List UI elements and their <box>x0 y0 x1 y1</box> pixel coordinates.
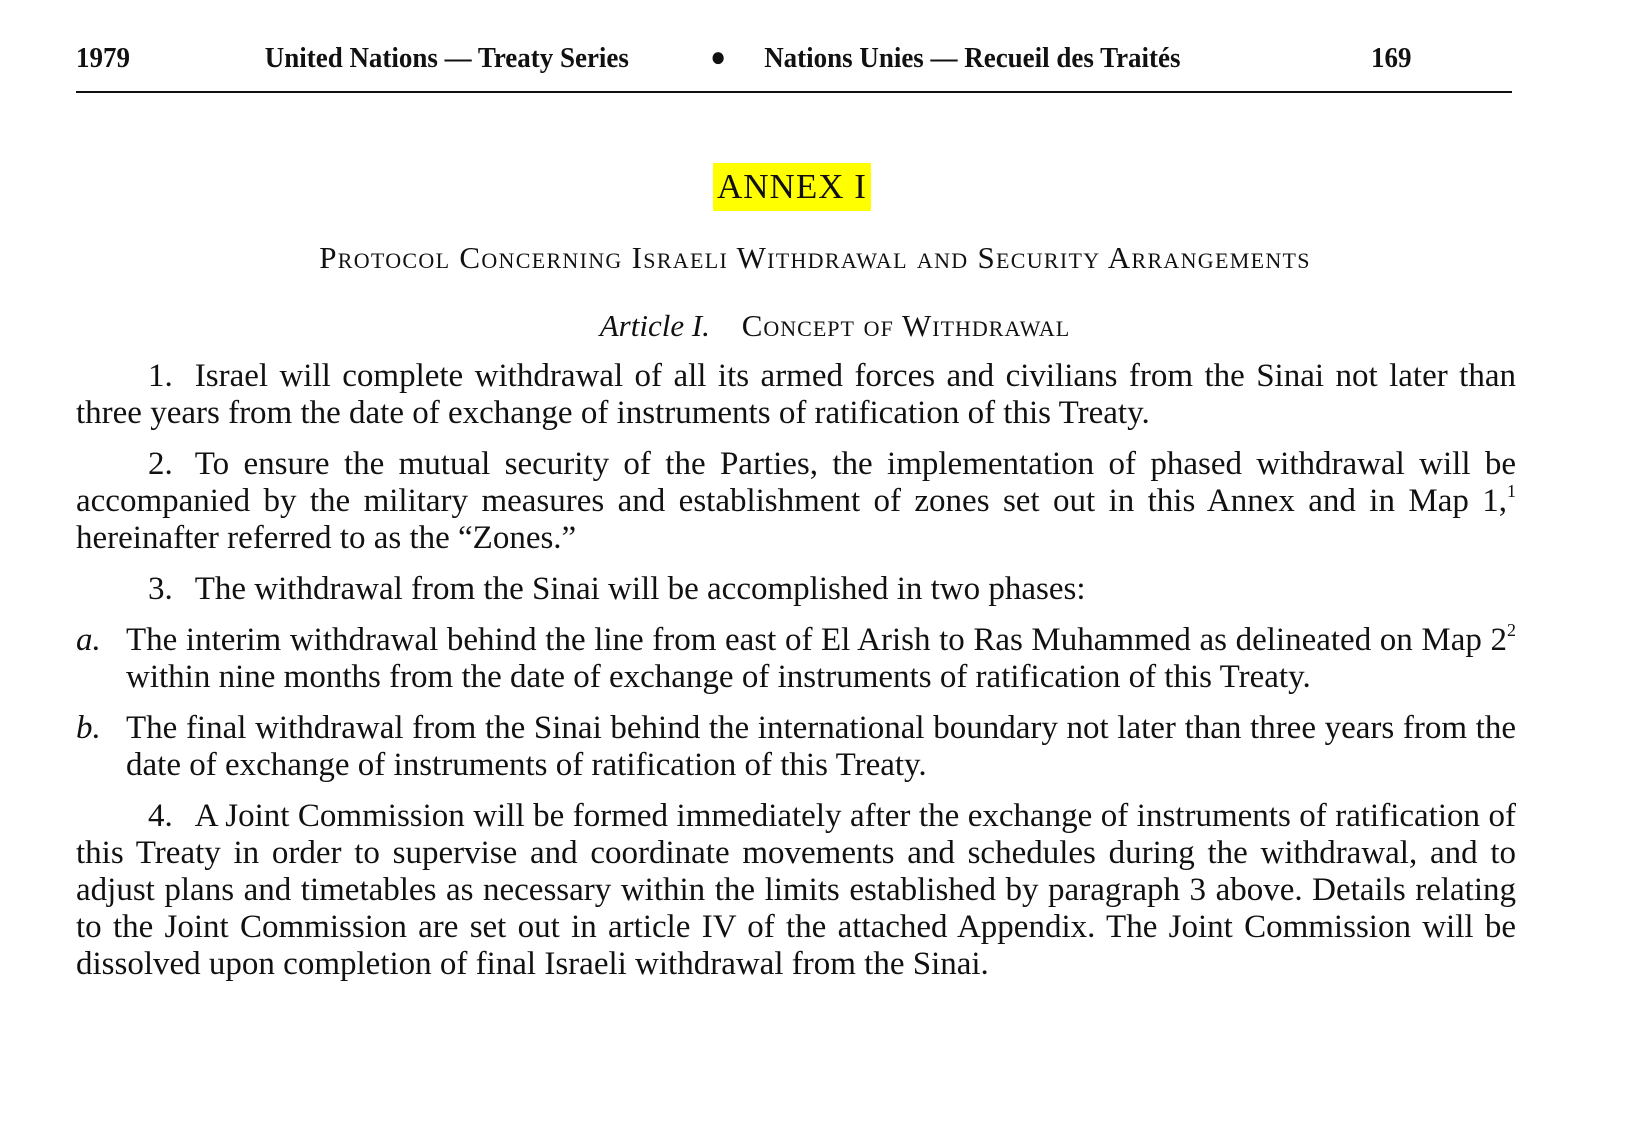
sub-item-b <box>76 710 1516 784</box>
paragraph-1 <box>76 358 1516 432</box>
paragraph-3 <box>76 571 1516 608</box>
sub-item-letter: b. <box>76 710 101 746</box>
paragraph-number: 2. <box>148 446 173 482</box>
header-year: 1979 <box>76 42 130 74</box>
protocol-title: Protocol Concerning Israeli Withdrawal and Security Arrangements <box>319 240 1311 275</box>
header-rule <box>76 91 1512 93</box>
sub-item-text: The final withdrawal from the Sinai behind the international boundary not later than three years from the date of exchange of instruments of ratification of this Treaty. <box>126 710 1516 783</box>
header-series-english: United Nations — Treaty Series <box>264 42 629 74</box>
annex-title: ANNEX I <box>713 163 871 211</box>
article-number: Article I. <box>599 308 710 343</box>
footnote-marker[interactable]: 2 <box>1507 620 1516 640</box>
bullet-icon: ● <box>710 42 726 73</box>
footnote-marker[interactable]: 1 <box>1507 481 1516 501</box>
header-series-french: Nations Unies — Recueil des Traités <box>764 42 1181 74</box>
page-number: 169 <box>1371 42 1412 74</box>
sub-item-text-continued: within nine months from the date of exchange of instruments of ratification of this Treaty. <box>126 659 1311 695</box>
running-header <box>76 42 1411 86</box>
paragraph-number: 4. <box>148 798 173 834</box>
paragraph-number: 1. <box>148 358 173 394</box>
paragraph-text: To ensure the mutual security of the Parties, the implementation of phased withdrawal will be accompanied by the military measures and establishment of zones set out in this Annex and in Map 1, <box>76 446 1516 519</box>
paragraph-text: A Joint Commission will be formed immediately after the exchange of instruments of ratification of this Treaty in order to supervise and coordinate movements and schedules during the withdrawal, and to adjust plans and timetables as necessary within the limits established by paragraph 3 above. Details relating to the Joint Commission are set out in article IV of the attached Appendix. The Joint Commission will be dissolved upon completion of final Israeli withdrawal from the Sinai. <box>76 798 1516 982</box>
paragraph-text-continued: hereinafter referred to as the “Zones.” <box>76 520 577 556</box>
article-title: Concept of Withdrawal <box>741 308 1071 343</box>
sub-item-a <box>76 622 1516 696</box>
paragraph-text: Israel will complete withdrawal of all its armed forces and civilians from the Sinai not later than three years from the date of exchange of instruments of ratification of this Treaty. <box>76 358 1516 431</box>
sub-item-letter: a. <box>76 622 101 658</box>
article-heading <box>0 308 1630 344</box>
paragraph-2 <box>76 446 1516 557</box>
paragraph-4 <box>76 798 1516 983</box>
paragraph-text: The withdrawal from the Sinai will be accomplished in two phases: <box>194 571 1086 607</box>
paragraph-number: 3. <box>148 571 173 607</box>
document-body <box>76 358 1516 997</box>
sub-item-text: The interim withdrawal behind the line from east of El Arish to Ras Muhammed as delineated on Map 2 <box>126 622 1507 658</box>
